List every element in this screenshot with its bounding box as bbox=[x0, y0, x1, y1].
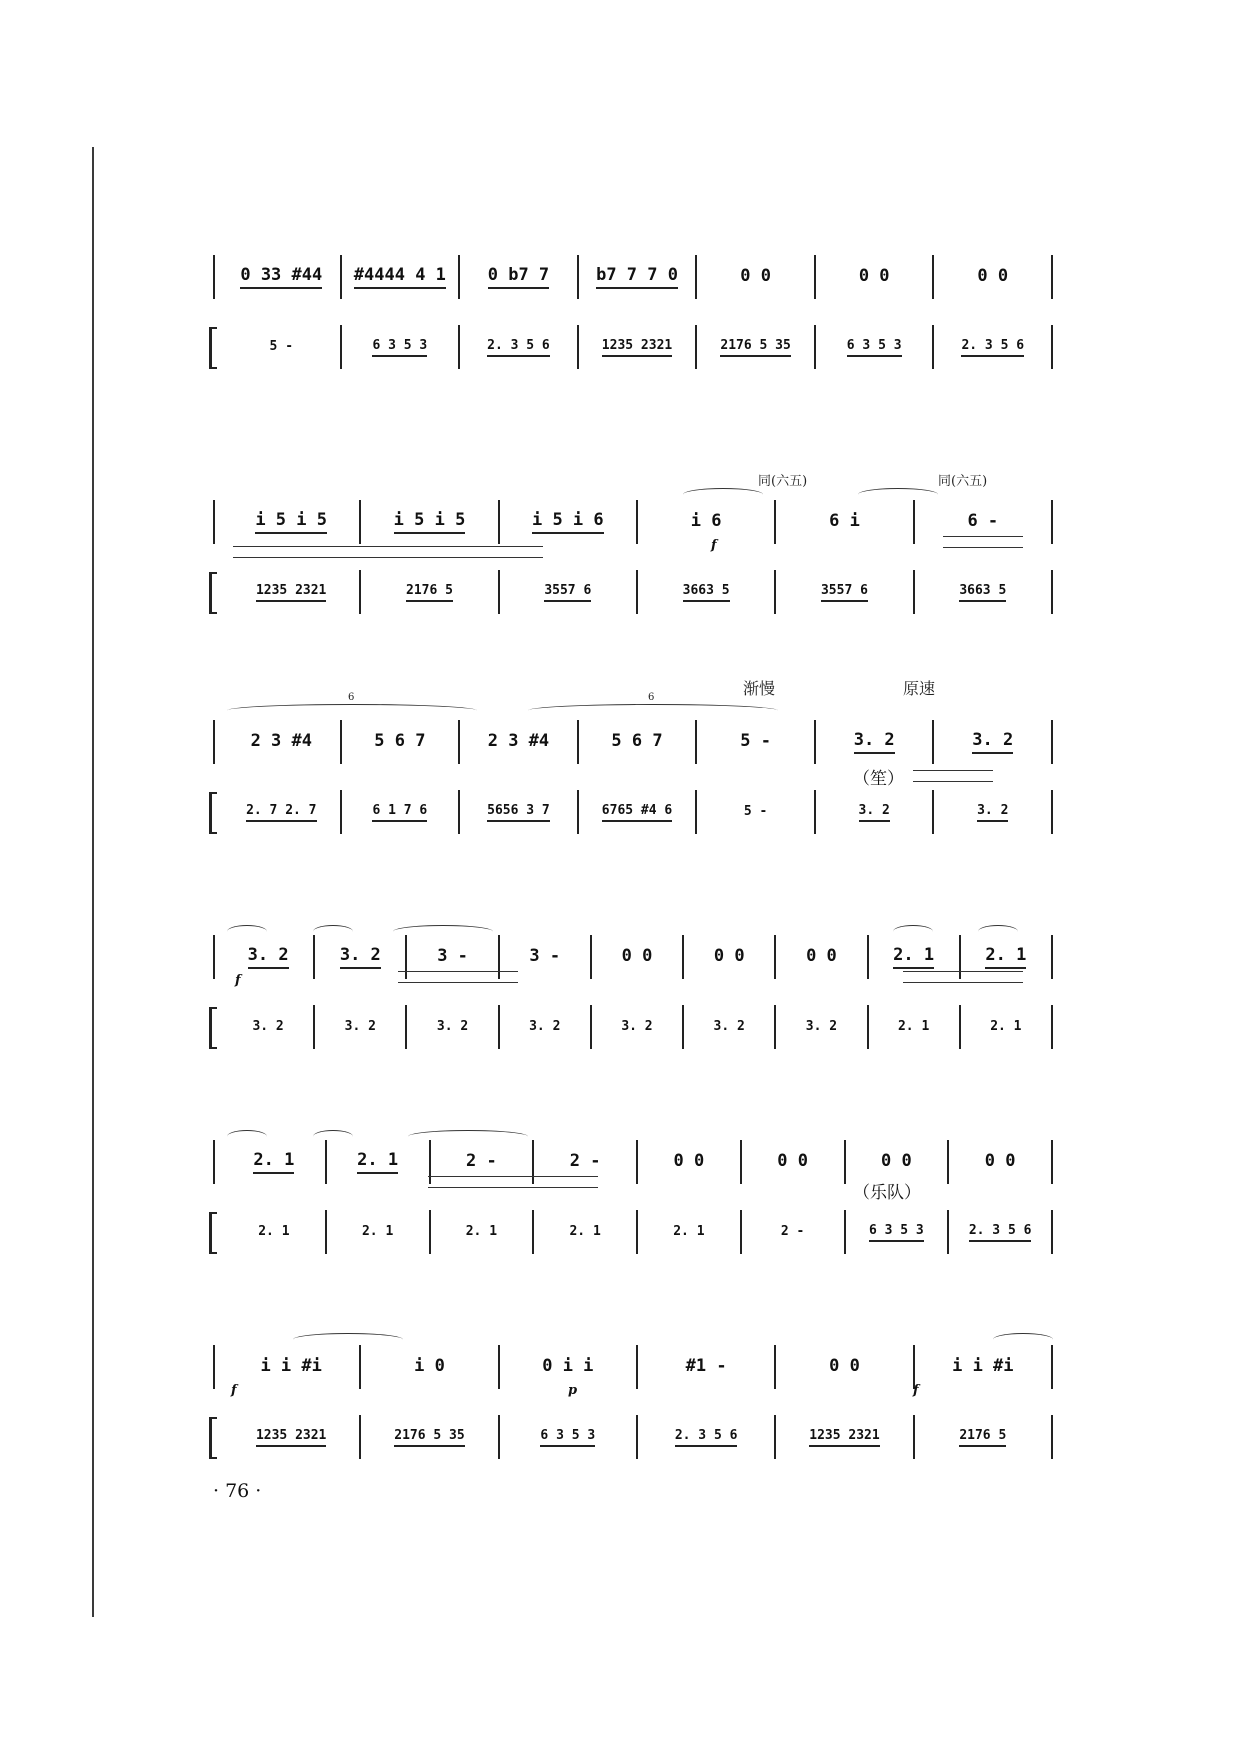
notes: 6 1 7 6 bbox=[372, 803, 427, 822]
notes: #1 - bbox=[685, 1356, 727, 1376]
lower-bracket bbox=[209, 792, 217, 834]
notes: 2176 5 35 bbox=[394, 1428, 464, 1447]
measure bbox=[342, 325, 461, 369]
measure bbox=[638, 1345, 776, 1389]
notes: 3557 6 bbox=[544, 583, 591, 602]
tuplet-number: 6 bbox=[648, 692, 655, 703]
lower-staff bbox=[213, 790, 1053, 834]
hairpin bbox=[428, 1176, 598, 1188]
notes: 3 - bbox=[437, 946, 468, 966]
notes: 2. 7 2. 7 bbox=[246, 803, 316, 822]
measure bbox=[361, 1345, 499, 1389]
measure bbox=[223, 1210, 327, 1254]
notes: 2. 1 bbox=[985, 945, 1026, 969]
measure bbox=[949, 1210, 1053, 1254]
hairpin bbox=[398, 971, 518, 983]
notes: 2 - bbox=[780, 1223, 805, 1239]
lower-measures bbox=[223, 790, 1053, 834]
measure bbox=[223, 1005, 315, 1049]
notes: 0 33 #44 bbox=[240, 265, 322, 289]
measure bbox=[776, 500, 914, 544]
measure bbox=[638, 570, 776, 614]
notes: 5 - bbox=[743, 803, 768, 819]
notes: i 6 bbox=[690, 511, 722, 531]
hairpin bbox=[943, 536, 1023, 548]
notes: 3. 2 bbox=[252, 1018, 284, 1034]
notes: 5 - bbox=[740, 731, 771, 751]
notes: 2. 1 bbox=[258, 1223, 290, 1239]
measure bbox=[592, 935, 684, 979]
score-system-1 bbox=[213, 255, 1053, 369]
measure bbox=[342, 255, 461, 299]
notes: 0 0 bbox=[740, 266, 771, 286]
measure bbox=[934, 325, 1053, 369]
notes: 0 0 bbox=[673, 1151, 705, 1171]
hairpin bbox=[913, 770, 993, 782]
measure bbox=[816, 790, 935, 834]
measure bbox=[592, 1005, 684, 1049]
notes: 2176 5 bbox=[406, 583, 453, 602]
notes: 3. 2 bbox=[529, 1018, 561, 1034]
notes: 5656 3 7 bbox=[487, 803, 550, 822]
notes: 5 6 7 bbox=[611, 731, 663, 751]
technique-annotation: 同(六五) bbox=[758, 474, 808, 489]
notes: i 5 i 6 bbox=[532, 510, 604, 534]
notes: 0 0 bbox=[984, 1151, 1016, 1171]
upper-measures bbox=[223, 255, 1053, 299]
notes: 2176 5 35 bbox=[720, 338, 790, 357]
notes: 3. 2 bbox=[344, 1018, 376, 1034]
notes: 0 i i bbox=[542, 1356, 594, 1376]
notes: 2. 1 bbox=[465, 1223, 498, 1239]
lower-measures bbox=[223, 325, 1053, 369]
notes: i 5 i 5 bbox=[255, 510, 327, 534]
notes: i i #i bbox=[952, 1356, 1014, 1376]
measure bbox=[846, 1210, 950, 1254]
measure bbox=[579, 255, 698, 299]
measure bbox=[223, 1140, 327, 1184]
notes: 2 - bbox=[569, 1151, 601, 1171]
notes: 3. 2 bbox=[805, 1018, 838, 1034]
measure bbox=[776, 1005, 868, 1049]
notes: 2176 5 bbox=[959, 1428, 1006, 1447]
measure bbox=[361, 570, 499, 614]
measure bbox=[534, 1210, 638, 1254]
upper-measures bbox=[223, 1345, 1053, 1389]
lower-bracket bbox=[209, 327, 217, 369]
notes: 3 - bbox=[529, 946, 561, 966]
notes: 5 - bbox=[269, 338, 294, 354]
measure bbox=[742, 1140, 846, 1184]
measure bbox=[949, 1140, 1053, 1184]
score-system-5 bbox=[213, 1140, 1053, 1254]
notes: 0 0 bbox=[806, 946, 837, 966]
measure bbox=[816, 325, 935, 369]
tuplet-slur bbox=[528, 704, 778, 717]
measure bbox=[697, 255, 816, 299]
measure bbox=[684, 935, 776, 979]
notes: 3. 2 bbox=[859, 803, 890, 822]
notes: 2. 1 bbox=[897, 1018, 930, 1034]
notes: 3663 5 bbox=[959, 583, 1006, 602]
notes: 2 3 #4 bbox=[250, 731, 312, 751]
measure bbox=[816, 720, 935, 764]
notes: b7 7 7 0 bbox=[596, 265, 678, 289]
measure bbox=[869, 1005, 961, 1049]
technique-annotation: 同(六五) bbox=[938, 474, 988, 489]
measure bbox=[460, 325, 579, 369]
notes: 6765 #4 6 bbox=[602, 803, 672, 822]
upper-measures bbox=[223, 720, 1053, 764]
upper-staff bbox=[213, 935, 1053, 988]
measure bbox=[776, 935, 868, 979]
notes: 2. 1 bbox=[569, 1223, 601, 1239]
measure bbox=[638, 1210, 742, 1254]
instrument-label: （乐队） bbox=[853, 1183, 921, 1203]
dynamic-mark: f bbox=[913, 1383, 919, 1398]
measure bbox=[961, 1005, 1053, 1049]
dynamic-mark: f bbox=[235, 973, 241, 988]
notes: i 0 bbox=[414, 1356, 445, 1376]
measure bbox=[431, 1210, 535, 1254]
notes: 2. 1 bbox=[673, 1223, 705, 1239]
measure bbox=[684, 1005, 776, 1049]
dynamic-mark: f bbox=[711, 538, 717, 553]
notes: 3663 5 bbox=[683, 583, 730, 602]
score-system-2 bbox=[213, 474, 1053, 614]
notes: 3. 2 bbox=[436, 1018, 469, 1034]
measure bbox=[934, 255, 1053, 299]
notes: 1235 2321 bbox=[256, 583, 326, 602]
page-number: · 76 · bbox=[213, 1480, 262, 1502]
measure bbox=[342, 720, 461, 764]
measure bbox=[342, 790, 461, 834]
dynamic-mark: f bbox=[231, 1383, 237, 1398]
notes: 3. 2 bbox=[621, 1018, 653, 1034]
lower-bracket bbox=[209, 1212, 217, 1254]
measure bbox=[934, 720, 1053, 764]
measure bbox=[500, 1415, 638, 1459]
upper-measures bbox=[223, 1140, 1053, 1184]
notes: 2 3 #4 bbox=[487, 731, 550, 751]
measure bbox=[315, 1005, 407, 1049]
notes: 3. 2 bbox=[340, 945, 381, 969]
lower-measures bbox=[223, 570, 1053, 614]
measure bbox=[315, 935, 407, 979]
notes: 1235 2321 bbox=[256, 1428, 326, 1447]
measure bbox=[776, 570, 914, 614]
notes: 3. 2 bbox=[713, 1018, 745, 1034]
notes: 6 3 5 3 bbox=[372, 338, 427, 357]
measure bbox=[915, 570, 1053, 614]
hairpin bbox=[903, 971, 1023, 983]
notes: 2. 1 bbox=[253, 1150, 294, 1174]
measure bbox=[407, 1005, 499, 1049]
notes: 0 0 bbox=[858, 266, 890, 286]
notes: 2. 3 5 6 bbox=[675, 1428, 738, 1447]
upper-staff bbox=[213, 1345, 1053, 1398]
notes: 0 0 bbox=[829, 1356, 860, 1376]
measure bbox=[223, 325, 342, 369]
notes: 0 0 bbox=[713, 946, 745, 966]
score-system-6 bbox=[213, 1345, 1053, 1459]
measure bbox=[223, 720, 342, 764]
lower-measures bbox=[223, 1005, 1053, 1049]
measure bbox=[697, 790, 816, 834]
measure bbox=[460, 790, 579, 834]
notes: 2. 3 5 6 bbox=[487, 338, 550, 357]
measure bbox=[915, 1345, 1053, 1389]
notes: 3. 2 bbox=[977, 803, 1008, 822]
measure bbox=[638, 500, 776, 544]
tempo-marking: 原速 bbox=[903, 679, 936, 698]
notes: 6 - bbox=[967, 511, 999, 531]
instrument-label: （笙） bbox=[853, 769, 904, 789]
measure bbox=[223, 1345, 361, 1389]
notes: i i #i bbox=[260, 1356, 322, 1376]
measure bbox=[697, 325, 816, 369]
measure bbox=[327, 1140, 431, 1184]
notes: 0 0 bbox=[881, 1151, 912, 1171]
tuplet-slur bbox=[227, 704, 477, 717]
tuplet-number: 6 bbox=[348, 692, 355, 703]
notes: 3557 6 bbox=[821, 583, 868, 602]
measure bbox=[579, 790, 698, 834]
upper-staff bbox=[213, 500, 1053, 553]
notes: #4444 4 1 bbox=[354, 265, 446, 289]
measure bbox=[223, 255, 342, 299]
measure bbox=[361, 500, 499, 544]
measure bbox=[361, 1415, 499, 1459]
measure bbox=[579, 325, 698, 369]
notes: 1235 2321 bbox=[602, 338, 672, 357]
lower-bracket bbox=[209, 1007, 217, 1049]
lower-staff bbox=[213, 1210, 1053, 1254]
lower-measures bbox=[223, 1415, 1053, 1459]
upper-staff bbox=[213, 720, 1053, 789]
measure bbox=[776, 1415, 914, 1459]
notes: 5 6 7 bbox=[374, 731, 426, 751]
measure bbox=[223, 790, 342, 834]
notes: 2 - bbox=[466, 1151, 497, 1171]
tempo-marking: 渐慢 bbox=[743, 679, 776, 698]
notes: 6 i bbox=[829, 511, 860, 531]
measure bbox=[500, 1005, 592, 1049]
measure bbox=[460, 720, 579, 764]
upper-measures bbox=[223, 500, 1053, 544]
measure bbox=[915, 1415, 1053, 1459]
notes: 2. 1 bbox=[357, 1150, 398, 1174]
notes: 2. 1 bbox=[893, 945, 934, 969]
notes: i 5 i 5 bbox=[394, 510, 466, 534]
measure bbox=[638, 1415, 776, 1459]
lower-staff bbox=[213, 325, 1053, 369]
notes: 0 b7 7 bbox=[488, 265, 549, 289]
measure bbox=[638, 1140, 742, 1184]
lower-staff bbox=[213, 1415, 1053, 1459]
lower-staff bbox=[213, 570, 1053, 614]
lower-staff bbox=[213, 1005, 1053, 1049]
notes: 2. 1 bbox=[361, 1223, 394, 1239]
measure bbox=[460, 255, 579, 299]
measure bbox=[500, 500, 638, 544]
measure bbox=[223, 570, 361, 614]
notes: 2. 1 bbox=[990, 1018, 1022, 1034]
notes: 0 0 bbox=[977, 266, 1009, 286]
measure bbox=[327, 1210, 431, 1254]
lower-bracket bbox=[209, 1417, 217, 1459]
notes: 6 3 5 3 bbox=[847, 338, 902, 357]
score-system-4 bbox=[213, 935, 1053, 1049]
lower-bracket bbox=[209, 572, 217, 614]
measure bbox=[816, 255, 935, 299]
measure bbox=[742, 1210, 846, 1254]
measure bbox=[697, 720, 816, 764]
page-margin-line bbox=[92, 147, 94, 1617]
upper-staff bbox=[213, 1140, 1053, 1203]
upper-staff bbox=[213, 255, 1053, 299]
measure bbox=[579, 720, 698, 764]
notes: 3. 2 bbox=[248, 945, 289, 969]
measure bbox=[934, 790, 1053, 834]
measure bbox=[500, 570, 638, 614]
measure bbox=[223, 1415, 361, 1459]
notes: 0 0 bbox=[621, 946, 653, 966]
notes: 2. 3 5 6 bbox=[969, 1223, 1032, 1242]
notes: 0 0 bbox=[777, 1151, 808, 1171]
notes: 1235 2321 bbox=[809, 1428, 879, 1447]
notes: 6 3 5 3 bbox=[869, 1223, 924, 1242]
notes: 3. 2 bbox=[972, 730, 1013, 754]
measure bbox=[776, 1345, 914, 1389]
hairpin bbox=[233, 546, 543, 558]
lower-measures bbox=[223, 1210, 1053, 1254]
notes: 2. 3 5 6 bbox=[961, 338, 1024, 357]
measure bbox=[223, 500, 361, 544]
score-system-3 bbox=[213, 679, 1053, 834]
notes: 6 3 5 3 bbox=[540, 1428, 595, 1447]
dynamic-mark: p bbox=[568, 1383, 578, 1398]
notes: 3. 2 bbox=[854, 730, 895, 754]
